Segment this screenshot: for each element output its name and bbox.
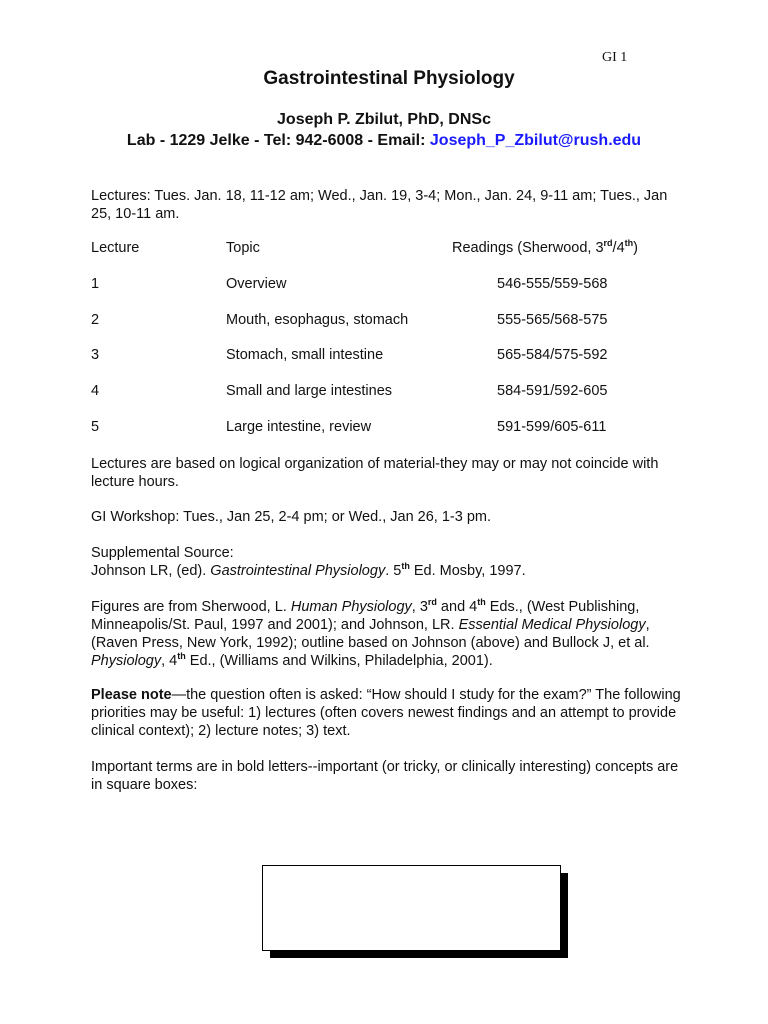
please-note: Please note—the question often is asked: “How should I study for the exam?” The following priorities may be useful: 1) lectures (often covers newest findings and an attempt to provide clinical context); 2) lecture notes; 3) text. <box>91 687 681 739</box>
supplemental-citation: Johnson LR, (ed). Gastrointestinal Physiology. 5th Ed. Mosby, 1997. <box>91 561 526 579</box>
table-header <box>91 240 691 258</box>
page-label: GI 1 <box>602 50 628 65</box>
contact-line <box>0 132 768 150</box>
header-lecture: Lecture <box>91 240 140 256</box>
lecture-number: 1 <box>91 276 100 292</box>
lecture-topic: Mouth, esophagus, stomach <box>226 312 409 328</box>
table-row <box>91 419 691 437</box>
lecture-pages: 546-555/559-568 <box>497 276 608 292</box>
lecture-pages: 591-599/605-611 <box>497 419 607 435</box>
email-link[interactable]: Joseph_P_Zbilut@rush.edu <box>429 132 642 149</box>
lecture-topic: Large intestine, review <box>226 419 372 435</box>
header-readings: Readings (Sherwood, 3rd/4th) <box>452 238 638 256</box>
example-concept-box <box>262 865 561 951</box>
workshop-info: GI Workshop: Tues., Jan 25, 2-4 pm; or Wed., Jan 26, 1-3 pm. <box>91 509 492 525</box>
supplemental-source <box>91 544 691 580</box>
document-title: Gastrointestinal Physiology <box>263 68 515 89</box>
table-row <box>91 347 691 365</box>
lecture-topic: Stomach, small intestine <box>226 347 384 363</box>
please-note-label: Please note <box>91 687 172 703</box>
lecture-number: 4 <box>91 383 100 399</box>
lecture-pages: 555-565/568-575 <box>497 312 608 328</box>
lecture-topic: Small and large intestines <box>226 383 393 399</box>
important-terms: Important terms are in bold letters--important (or tricky, or clinically interesting) concepts are in square boxes: <box>91 759 679 793</box>
lecture-number: 2 <box>91 312 100 328</box>
lecture-pages: 584-591/592-605 <box>497 383 608 399</box>
lecture-number: 3 <box>91 347 100 363</box>
lectures-note: Lectures are based on logical organization of material-they may or may not coincide with lecture hours. <box>91 456 659 490</box>
author-line: Joseph P. Zbilut, PhD, DNSc <box>277 111 491 128</box>
table-row <box>91 276 691 294</box>
lecture-pages: 565-584/575-592 <box>497 347 608 363</box>
table-row <box>91 383 691 401</box>
lecture-topic: Overview <box>226 276 287 292</box>
lecture-number: 5 <box>91 419 100 435</box>
contact-prefix: Lab - 1229 Jelke - Tel: 942-6008 - Email: <box>126 132 430 149</box>
lectures-schedule: Lectures: Tues. Jan. 18, 11-12 am; Wed., Jan. 19, 3-4; Mon., Jan. 24, 9-11 am; Tues., Jan 25, 10-11 am. <box>91 188 668 222</box>
header-topic: Topic <box>226 240 260 256</box>
figures-credit: Figures are from Sherwood, L. Human Physiology, 3rd and 4th Eds., (West Publishing, Minneapolis/St. Paul, 1997 and 2001); and Johnson, LR. Essential Medical Physiology, (Raven Press, New York, 1992); outline based on Johnson (above) and Bullock J, et al. Physiology, 4th Ed., (Williams and Wilkins, Philadelphia, 2001). <box>91 597 650 669</box>
table-row <box>91 312 691 330</box>
supplemental-label: Supplemental Source: <box>91 545 234 561</box>
